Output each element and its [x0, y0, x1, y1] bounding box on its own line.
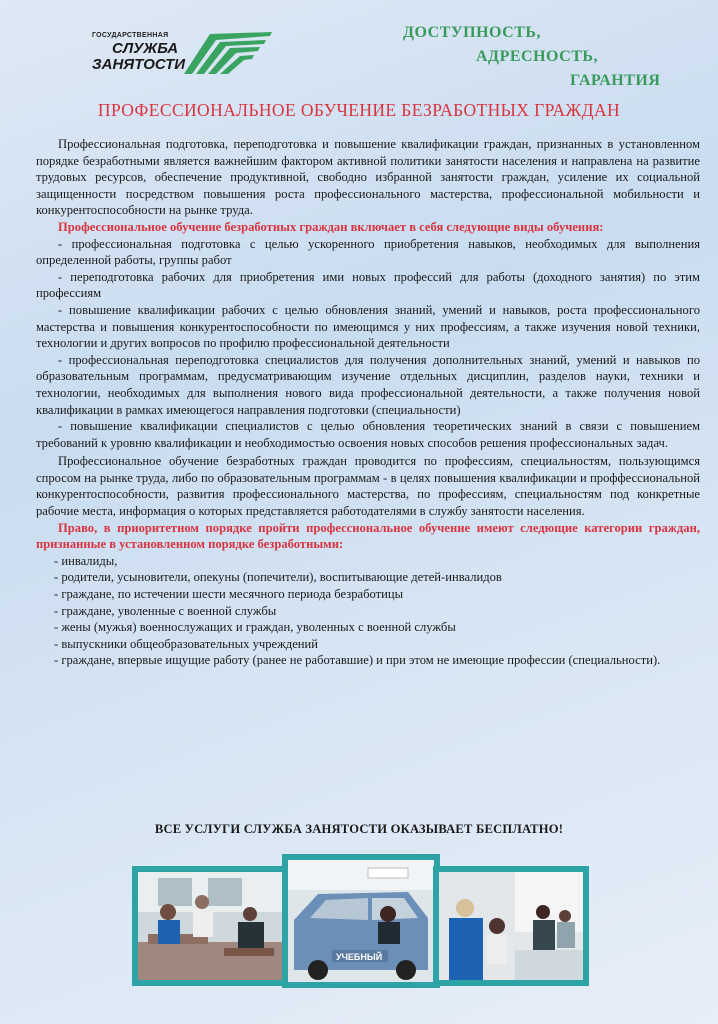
classroom-photo-image [138, 872, 282, 980]
free-services-note: ВСЕ УСЛУГИ СЛУЖБА ЗАНЯТОСТИ ОКАЗЫВАЕТ БЕСПЛАТНО! [154, 822, 564, 836]
logo-small-text: ГОСУДАРСТВЕННАЯ [92, 32, 169, 39]
page-title: ПРОФЕССИОНАЛЬНОЕ ОБУЧЕНИЕ БЕЗРАБОТНЫХ ГРАЖДАН [97, 100, 621, 120]
list-item: - повышение квалификации рабочих с целью обновления знаний, умений и навыков, роста профессионального мастерства и повышения конкурентоспособности по имеющимся у них профессиям, а также изучения новой техники, технологии и других вопросов по профилю профессиональной деятельности [36, 302, 700, 351]
employment-service-logo [82, 30, 282, 80]
hairdresser-photo-image [439, 872, 583, 980]
conditions-paragraph: Профессиональное обучение безработных граждан проводится по профессиям, специальностям, пользующимся спросом на рынке труда, либо по образовательным программам - в целях повышения квалификации и проффессиональной конкурентоспособности, развития профессионального мастерства, по профессиям, специальностям под конкретные рабочие места, информация о которых представляется работодателями в службу занятости населения. [36, 454, 700, 519]
list-item: - граждане, впервые ищущие работу (ранее не работавшие) и при этом не имеющие профессии (специальности). [54, 653, 661, 668]
list-item: - профессиональная переподготовка специалистов для получения дополнительных знаний, умений и навыков по образовательным программам, предусматривающим изучение отдельных дисциплин, разделов науки, техники и технологии, необходимых для выполнения нового вида профессиональной деятельности, а также получения новой квалификации в рамках имеющегося направления подготовки (специальности) [36, 352, 700, 417]
logo-line2: ЗАНЯТОСТИ [92, 56, 186, 73]
list-item: - инвалиды, [54, 553, 118, 568]
types-heading: Профессиональное обучение безработных граждан включает в себя следующие виды обучения: [58, 219, 604, 234]
logo-line1: СЛУЖБА [112, 40, 179, 57]
body-text [36, 136, 700, 669]
list-item: - граждане, по истечении шести месячного периода безработицы [54, 587, 404, 602]
list-item: - переподготовка рабочих для приобретения ими новых профессий для работы (доходного занятия) по этим профессиям [36, 269, 700, 301]
slogan-line1: ДОСТУПНОСТЬ, [403, 24, 541, 41]
list-item: - граждане, уволенные с военной службы [54, 603, 277, 618]
list-item: - родители, усыновители, опекуны (попечители), воспитывающие детей-инвалидов [54, 570, 502, 585]
photo-hairdresser [433, 866, 589, 986]
green-stripes-logo-icon [180, 30, 276, 76]
intro-paragraph: Профессиональная подготовка, переподготовка и повышение квалификации граждан, признанных в установленном порядке безработными является важнейшим фактором активной политики занятости населения и направлена на развитие трудовых ресурсов, обеспечение продуктивной, свободно избранной занятости граждан, усиление их социальной защищенности посредством повышения роста профессионального мастерства, профессиональной мобильности и конкурентоспособности на рынке труда. [36, 137, 700, 218]
car-sign-text: УЧЕБНЫЙ [336, 952, 383, 962]
photo-driving-car [282, 854, 440, 988]
list-item: - жены (мужья) военнослужащих и граждан, уволенных с военной службы [54, 620, 456, 635]
slogan-line2: АДРЕСНОСТЬ, [476, 48, 598, 65]
list-item: - повышение квалификации специалистов с целью обновления теоретических знаний в связи с повышением требований к уровню квалификации и необходимостью освоения новых способов решения профессиональных задач. [36, 419, 700, 450]
driving-car-photo-image [288, 860, 434, 982]
photo-classroom [132, 866, 288, 986]
slogan-line3: ГАРАНТИЯ [570, 72, 661, 89]
list-item: - выпускники общеобразовательных учреждений [54, 636, 319, 651]
priority-heading: Право, в приоритетном порядке пройти профессиональное обучение имеют следющие категории граждан, признанные в установленном порядке безработными: [36, 520, 700, 552]
list-item: - профессиональная подготовка с целью ускоренного приобретения навыков, необходимых для выполнения определенной работы, группы работ [36, 236, 700, 268]
